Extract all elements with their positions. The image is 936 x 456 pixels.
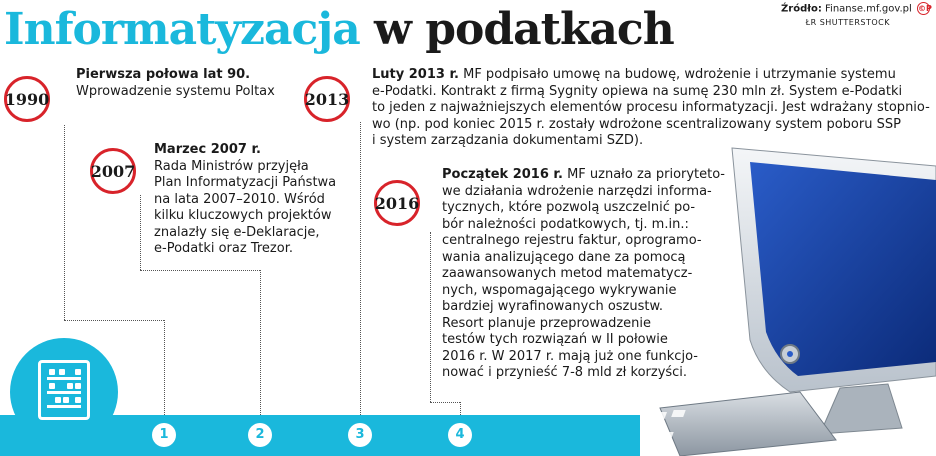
event-line: na lata 2007–2010. Wśród	[154, 191, 325, 207]
cp-badge-icon: ©P	[918, 4, 932, 13]
event-line: Resort planuje przeprowadzenie	[442, 315, 652, 331]
event-heading: Marzec 2007 r.	[154, 142, 261, 157]
timeline-marker-2: 2	[248, 423, 272, 447]
year-circle-2013: 2013	[304, 76, 350, 122]
source-value: Finanse.mf.gov.pl	[825, 3, 912, 15]
event-line: MF podpisało umowę na budowę, wdrożenie i utrzymanie systemu	[463, 67, 896, 82]
title-part1: Informatyzacja	[4, 4, 360, 55]
year-circle-1990: 1990	[4, 76, 50, 122]
event-line: e-Podatki. Kontrakt z firmą Sygnity opiewa na sumę 230 mln zł. System e-Podatki	[372, 83, 903, 99]
event-line: bardziej wyrafinowanych oszustw.	[442, 299, 664, 314]
event-1990	[76, 67, 275, 100]
event-line: nych, wspomagającego wykrywanie	[442, 282, 677, 298]
event-line: testów tych rozwiązań w II połowie	[442, 332, 668, 347]
source-block	[781, 2, 930, 29]
event-line: nować i przynieść 7-8 mld zł korzyści.	[442, 365, 688, 380]
connector-2007	[140, 195, 141, 270]
event-line: i system zarządzania dokumentami SZD).	[372, 133, 644, 148]
connector-1990-v2	[164, 320, 165, 415]
connector-1990	[64, 125, 65, 320]
connector-2007-v2	[260, 270, 261, 415]
event-line: centralnego rejestru faktur, oprogramo-	[442, 233, 702, 248]
connector-2016-h	[430, 402, 460, 403]
year-circle-2007: 2007	[90, 148, 136, 194]
title-part2: w podatkach	[374, 4, 674, 55]
event-line: bór należności podatkowych, tj. m.in.:	[442, 216, 689, 232]
event-line: we działania wdrożenie narzędzi informa-	[442, 183, 712, 199]
connector-2013	[360, 122, 361, 415]
abacus-icon	[38, 360, 90, 420]
event-body: Wprowadzenie systemu Poltax	[76, 83, 275, 99]
timeline-marker-1: 1	[152, 423, 176, 447]
keyboard-icon	[660, 392, 836, 456]
event-heading: Luty 2013 r.	[372, 67, 459, 82]
connector-1990-h	[64, 320, 164, 321]
event-heading: Początek 2016 r.	[442, 167, 563, 182]
event-line: tycznych, które pozwolą uszczelnić po-	[442, 200, 696, 215]
event-line: kilku kluczowych projektów	[154, 208, 332, 223]
event-line: Plan Informatyzacji Państwa	[154, 175, 337, 190]
event-line: Rada Ministrów przyjęła	[154, 158, 309, 174]
event-2007	[154, 142, 336, 258]
event-line: wania analizującego dane za pomocą	[442, 249, 686, 265]
source-label: Źródło:	[781, 3, 822, 15]
event-line: e-Podatki oraz Trezor.	[154, 241, 293, 256]
event-line: wo (np. pod koniec 2015 r. zostały wdrożone scentralizowany system poboru SSP	[372, 116, 901, 132]
computer-monitor-icon	[640, 140, 936, 456]
event-line: to jeden z najważniejszych elementów procesu informatyzacji. Jest wdrażany stopnio-	[372, 100, 930, 115]
timeline-marker-3: 3	[348, 423, 372, 447]
event-2013	[372, 67, 930, 150]
event-line: MF uznało za priorytetо-	[567, 167, 725, 182]
event-line: zaawansowanych metod matematycz-	[442, 266, 693, 281]
year-circle-2016: 2016	[374, 180, 420, 226]
photo-credit: ŁR SHUTTERSTOCK	[805, 17, 890, 27]
connector-2016-v2	[460, 402, 461, 415]
page-title	[4, 2, 674, 58]
connector-2007-h	[140, 270, 260, 271]
event-heading: Pierwsza połowa lat 90.	[76, 67, 251, 82]
timeline-marker-4: 4	[448, 423, 472, 447]
event-line: znalazły się e-Deklaracje,	[154, 224, 320, 240]
event-line: 2016 r. W 2017 r. mają już one funkcjo-	[442, 348, 698, 364]
connector-2016	[430, 232, 431, 402]
